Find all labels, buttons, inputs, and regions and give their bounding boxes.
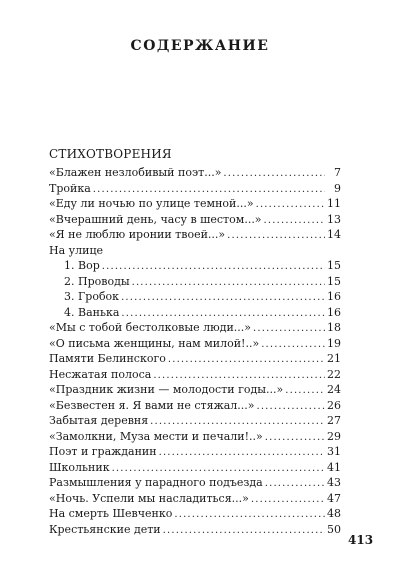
toc-entry-title: «Мы с тобой бестолковые люди...» [49, 321, 252, 334]
toc-dot-leader [93, 182, 325, 198]
toc-dot-leader [150, 414, 325, 430]
toc-entry [49, 382, 341, 398]
toc-entry-title: «Замолкни, Муза мести и печали!..» [49, 429, 263, 443]
toc-entry-title: «Праздник жизни — молодости годы...» [49, 383, 284, 396]
table-of-contents [49, 165, 341, 537]
toc-entry-page: 9 [334, 181, 341, 195]
toc-dot-leader [264, 213, 325, 229]
toc-dot-leader [159, 445, 325, 461]
toc-dot-leader [153, 368, 325, 384]
toc-entry-page: 18 [327, 321, 341, 334]
toc-entry-title: «Безвестен я. Я вами не стяжал...» [49, 398, 255, 412]
toc-dot-leader [223, 166, 325, 182]
toc-entry-page: 29 [327, 429, 341, 443]
toc-entry-title: 4. Ванька [64, 305, 120, 319]
toc-entry-title: Поэт и гражданин [49, 445, 157, 458]
toc-entry [49, 367, 341, 383]
toc-entry-page: 31 [327, 445, 341, 458]
toc-entry-title: «Еду ли ночью по улице темной...» [49, 197, 254, 210]
toc-entry-title: 3. Гробок [64, 290, 120, 303]
toc-entry-title: 2. Проводы [64, 274, 130, 288]
toc-dot-leader [163, 523, 325, 539]
toc-entry [49, 305, 341, 321]
toc-entry [49, 475, 341, 491]
toc-entry [49, 491, 341, 507]
toc-dot-leader [253, 321, 325, 337]
toc-entry-title: Несжатая полоса [49, 367, 152, 381]
toc-entry-page: 11 [327, 197, 341, 210]
toc-dot-leader [256, 197, 325, 213]
toc-entry [49, 506, 341, 522]
toc-dot-leader [121, 290, 325, 306]
toc-entry-title: «Ночь. Успели мы насладиться...» [49, 491, 249, 505]
toc-entry [49, 289, 341, 305]
toc-entry-page: 50 [327, 522, 341, 536]
toc-entry [49, 165, 341, 181]
toc-entry-title: Памяти Белинского [49, 352, 166, 365]
toc-entry [49, 181, 341, 197]
toc-dot-leader [174, 507, 325, 523]
toc-dot-leader [256, 399, 325, 415]
toc-entry [49, 320, 341, 336]
toc-entry-title: «Блажен незлобивый поэт...» [49, 166, 222, 179]
section-heading: СТИХОТВОРЕНИЯ [49, 147, 172, 161]
toc-entry-title: Крестьянские дети [49, 522, 161, 536]
toc-entry-page: 22 [327, 367, 341, 381]
toc-entry-title: Забытая деревня [49, 414, 149, 427]
toc-dot-leader [168, 352, 325, 368]
toc-entry [49, 227, 341, 243]
toc-entry-page: 13 [327, 212, 341, 226]
toc-entry-page: 15 [327, 274, 341, 288]
toc-entry-page: 41 [327, 460, 341, 474]
toc-entry-page: 16 [327, 290, 341, 303]
toc-entry-title: «О письма женщины, нам милой!..» [49, 336, 260, 350]
toc-entry [49, 212, 341, 228]
toc-entry-page: 24 [327, 383, 341, 396]
toc-dot-leader [121, 306, 325, 322]
toc-entry-title: Размышления у парадного подъезда [49, 476, 263, 489]
toc-entry-page: 48 [327, 507, 341, 520]
toc-entry-title: Тройка [49, 181, 91, 195]
page-number: 413 [348, 533, 374, 547]
toc-dot-leader [285, 383, 325, 399]
toc-entry-page: 21 [327, 352, 341, 365]
toc-dot-leader [112, 461, 325, 477]
toc-dot-leader [132, 275, 325, 291]
toc-dot-leader [227, 228, 325, 244]
toc-entry [49, 460, 341, 476]
toc-entry [49, 444, 341, 460]
toc-dot-leader [261, 337, 325, 353]
toc-entry-page: 26 [327, 398, 341, 412]
toc-entry [49, 196, 341, 212]
toc-entry [49, 429, 341, 445]
toc-entry-title: На улице [49, 243, 104, 257]
toc-dot-leader [251, 492, 325, 508]
toc-entry-page: 15 [327, 259, 341, 272]
toc-entry-title: 1. Вор [64, 259, 100, 272]
toc-entry-page: 47 [327, 491, 341, 505]
toc-entry [49, 243, 341, 259]
toc-entry-title: Школьник [49, 460, 110, 474]
toc-entry-page: 27 [327, 414, 341, 427]
toc-entry-page: 14 [327, 228, 341, 241]
toc-entry-title: На смерть Шевченко [49, 507, 173, 520]
toc-entry-title: «Вчерашний день, часу в шестом...» [49, 212, 262, 226]
toc-entry [49, 336, 341, 352]
toc-entry [49, 398, 341, 414]
toc-entry [49, 258, 341, 274]
toc-entry [49, 351, 341, 367]
toc-dot-leader [265, 430, 325, 446]
toc-entry-page: 7 [334, 166, 341, 179]
toc-entry-page: 19 [327, 336, 341, 350]
toc-entry-page: 43 [327, 476, 341, 489]
toc-dot-leader [102, 259, 325, 275]
toc-entry [49, 274, 341, 290]
toc-dot-leader [265, 476, 325, 492]
toc-entry-page: 16 [327, 305, 341, 319]
page-title: СОДЕРЖАНИЕ [130, 38, 270, 54]
toc-entry [49, 522, 341, 538]
toc-entry [49, 413, 341, 429]
toc-entry-title: «Я не люблю иронии твоей...» [49, 228, 226, 241]
